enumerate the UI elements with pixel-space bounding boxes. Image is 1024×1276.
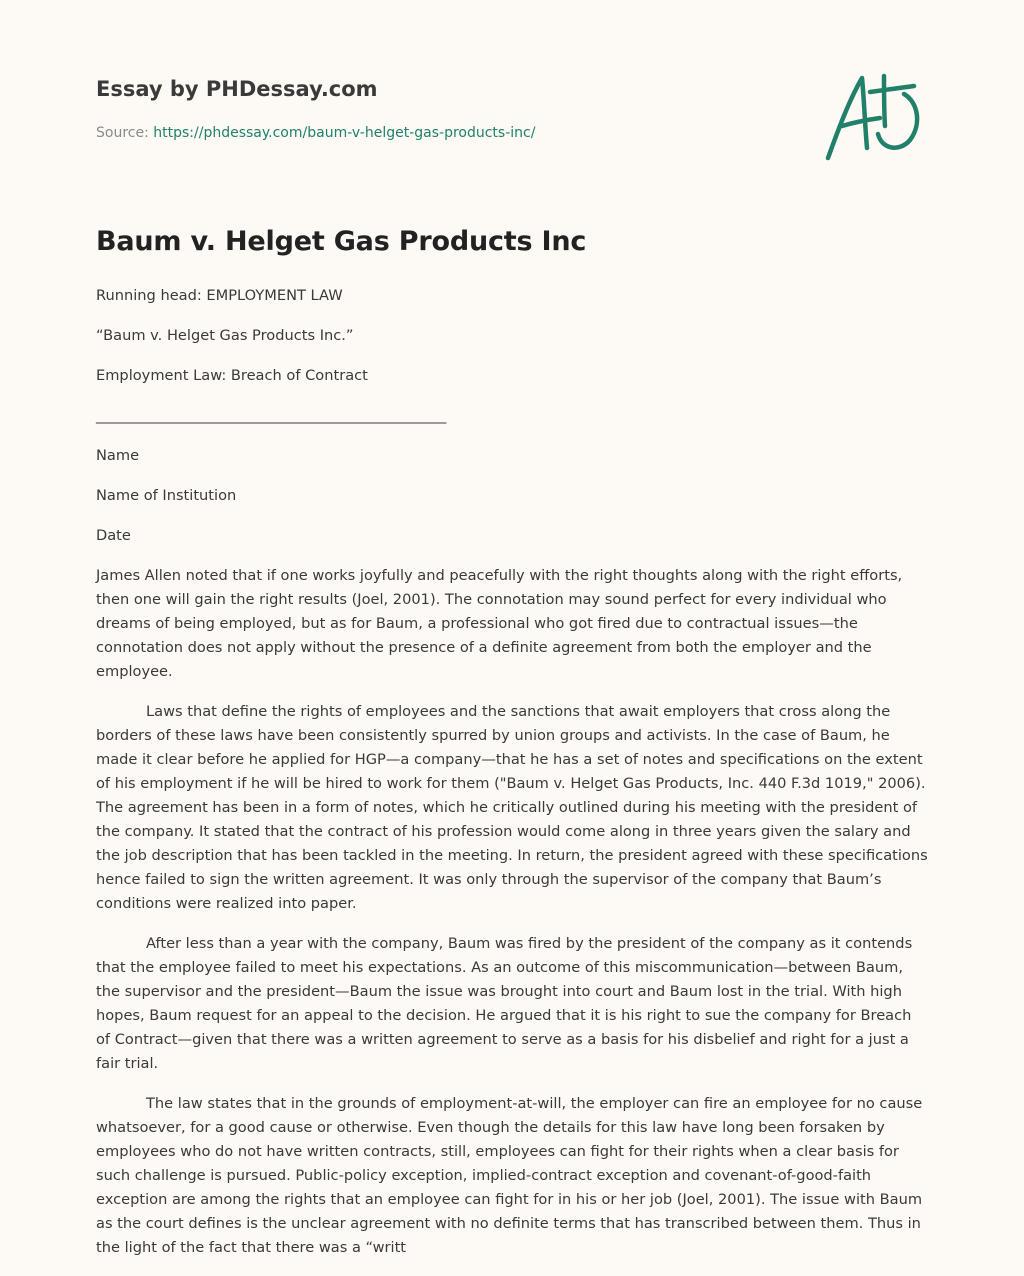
page-cutoff — [0, 1262, 1024, 1276]
essay-paragraph: The law states that in the grounds of employment-at-will, the employer can fire an employee for no cause whatsoever, for a good cause or otherwise. Even though the details for this law have long been forsaken by employees who do not have written contracts, still, employees can fight for their rights when a clear basis for such challenge is pursued. Public-policy exception, implied-contract exception and covenant-of-good-faith exception are among the rights that an employee can fight for in his or her job (Joel, 2001). The issue with Baum as the court defines is the unclear agreement with no definite terms that has transcribed between them. Thus in the light of the fact that there was a “writt — [96, 1095, 923, 1256]
essay-paragraph: After less than a year with the company, Baum was fired by the president of the company as it contends that the employee failed to meet his expectations. As an outcome of this miscommunication—between Baum, the supervisor and the president—Baum the issue was brought into court and Baum lost in the trial. With high hopes, Baum request for an appeal to the decision. He argued that it is his right to sue the company for Breach of Contract—given that there was a written agreement to serve as a basis for his disbelief and right for a just a fair trial. — [96, 935, 913, 1072]
site-name: Essay by PHDessay.com — [96, 77, 378, 101]
source-label: Source: — [96, 125, 154, 141]
essay-paragraph: James Allen noted that if one works joyfully and peacefully with the right thoughts along with the right efforts, then one will gain the right results (Joel, 2001). The connotation may sound perfect for every individual who dreams of being employed, but as for Baum, a professional who got fired due to contractual issues—the connotation does not apply without the presence of a definite agreement from both the employer and the employee. — [96, 567, 903, 680]
essay-body — [96, 284, 930, 1276]
front-matter-rule: ________________________________________________ — [96, 407, 447, 424]
front-matter-case-title: “Baum v. Helget Gas Products Inc.” — [96, 327, 354, 344]
front-matter-date: Date — [96, 527, 131, 544]
source-link[interactable]: https://phdessay.com/baum-v-helget-gas-products-inc/ — [153, 125, 536, 141]
essay-title: Baum v. Helget Gas Products Inc — [96, 226, 587, 257]
front-matter-running-head: Running head: EMPLOYMENT LAW — [96, 287, 343, 304]
source-line — [96, 125, 535, 141]
a-plus-logo-icon — [822, 68, 928, 164]
front-matter-subject: Employment Law: Breach of Contract — [96, 367, 368, 384]
essay-paragraph: Laws that define the rights of employees and the sanctions that await employers that cross along the borders of these laws have been consistently spurred by union groups and activists. In the case of Baum, he made it clear before he applied for HGP—a company—that he has a set of notes and specifications on the extent of his employment if he will be hired to work for them ("Baum v. Helget Gas Products, Inc. 440 F.3d 1019," 2006). The agreement has been in a form of notes, which he critically outlined during his meeting with the president of the company. It stated that the contract of his profession would come along in three years given the salary and the job description that has been tackled in the meeting. In return, the president agreed with these specifications hence failed to sign the written agreement. It was only through the supervisor of the company that Baum’s conditions were realized into paper. — [96, 703, 928, 912]
front-matter-name: Name — [96, 447, 140, 464]
front-matter-institution: Name of Institution — [96, 487, 237, 504]
